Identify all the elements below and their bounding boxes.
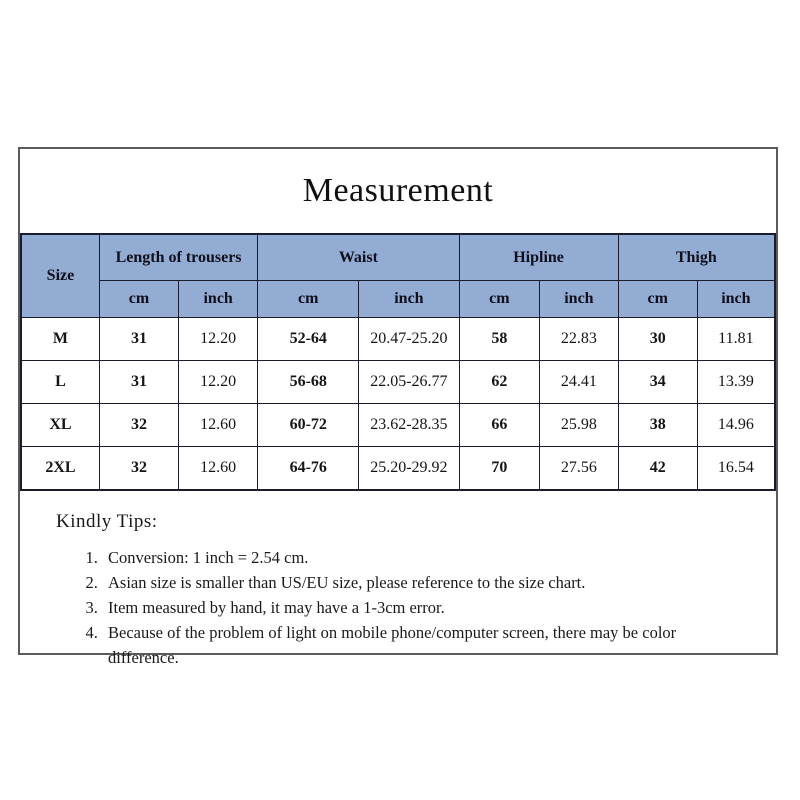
unit-header-length-inch: inch xyxy=(179,281,258,318)
value-cell: 14.96 xyxy=(697,404,775,447)
value-cell: 70 xyxy=(459,447,540,491)
value-cell: 25.98 xyxy=(540,404,618,447)
measurement-table xyxy=(20,233,776,491)
size-column-header: Size xyxy=(21,234,99,318)
value-cell: 22.05-26.77 xyxy=(359,361,459,404)
table-row-xl xyxy=(21,404,775,447)
value-cell: 12.60 xyxy=(179,404,258,447)
value-cell: 66 xyxy=(459,404,540,447)
table-row-2xl xyxy=(21,447,775,491)
value-cell: 42 xyxy=(618,447,697,491)
value-cell: 16.54 xyxy=(697,447,775,491)
page-title: Measurement xyxy=(302,172,494,209)
value-cell: 12.60 xyxy=(179,447,258,491)
kindly-tips-section xyxy=(20,491,776,670)
title-area xyxy=(20,149,776,233)
table-unit-header-row xyxy=(21,281,775,318)
chart-frame xyxy=(18,147,778,667)
unit-header-hipline-cm: cm xyxy=(459,281,540,318)
value-cell: 62 xyxy=(459,361,540,404)
value-cell: 34 xyxy=(618,361,697,404)
table-group-header-row xyxy=(21,234,775,281)
unit-header-waist-inch: inch xyxy=(359,281,459,318)
value-cell: 30 xyxy=(618,318,697,361)
value-cell: 27.56 xyxy=(540,447,618,491)
value-cell: 25.20-29.92 xyxy=(359,447,459,491)
tip-item: 4. Because of the problem of light on mobile phone/computer screen, there may be color difference. xyxy=(102,620,746,670)
table-row-l xyxy=(21,361,775,404)
value-cell: 32 xyxy=(99,447,178,491)
value-cell: 64-76 xyxy=(258,447,359,491)
size-label: L xyxy=(21,361,99,404)
value-cell: 31 xyxy=(99,361,178,404)
unit-header-thigh-inch: inch xyxy=(697,281,775,318)
value-cell: 12.20 xyxy=(179,361,258,404)
group-header-thigh: Thigh xyxy=(618,234,775,281)
value-cell: 31 xyxy=(99,318,178,361)
value-cell: 38 xyxy=(618,404,697,447)
tip-item: 2. Asian size is smaller than US/EU size, please reference to the size chart. xyxy=(102,570,746,595)
value-cell: 22.83 xyxy=(540,318,618,361)
value-cell: 20.47-25.20 xyxy=(359,318,459,361)
value-cell: 60-72 xyxy=(258,404,359,447)
group-header-hipline: Hipline xyxy=(459,234,618,281)
value-cell: 12.20 xyxy=(179,318,258,361)
value-cell: 13.39 xyxy=(697,361,775,404)
tips-list xyxy=(56,545,746,670)
group-header-waist: Waist xyxy=(258,234,459,281)
unit-header-length-cm: cm xyxy=(99,281,178,318)
value-cell: 32 xyxy=(99,404,178,447)
value-cell: 52-64 xyxy=(258,318,359,361)
size-label: M xyxy=(21,318,99,361)
unit-header-waist-cm: cm xyxy=(258,281,359,318)
group-header-length: Length of trousers xyxy=(99,234,257,281)
value-cell: 23.62-28.35 xyxy=(359,404,459,447)
value-cell: 24.41 xyxy=(540,361,618,404)
value-cell: 58 xyxy=(459,318,540,361)
size-label: 2XL xyxy=(21,447,99,491)
size-label: XL xyxy=(21,404,99,447)
tip-item: 3. Item measured by hand, it may have a 1-3cm error. xyxy=(102,595,746,620)
table-row-m xyxy=(21,318,775,361)
tips-heading: Kindly Tips: xyxy=(56,511,158,532)
tip-item: 1. Conversion: 1 inch = 2.54 cm. xyxy=(102,545,746,570)
unit-header-hipline-inch: inch xyxy=(540,281,618,318)
unit-header-thigh-cm: cm xyxy=(618,281,697,318)
value-cell: 56-68 xyxy=(258,361,359,404)
value-cell: 11.81 xyxy=(697,318,775,361)
